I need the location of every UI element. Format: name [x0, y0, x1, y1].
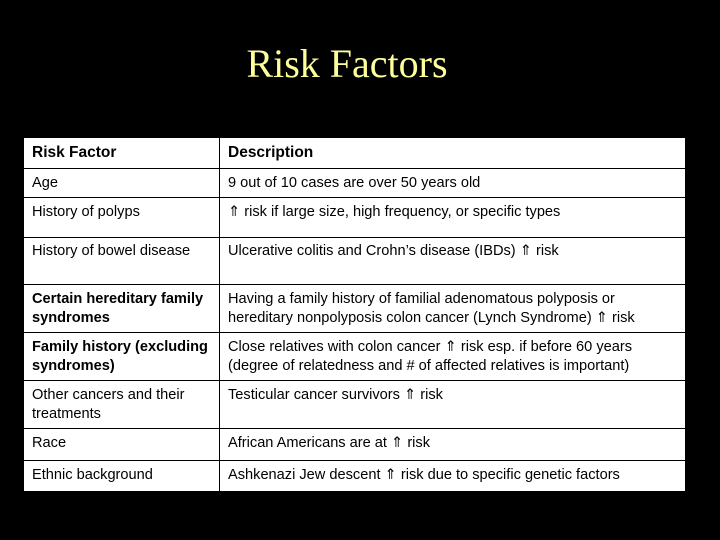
risk-factor-cell: Family history (excluding syndromes)	[24, 333, 220, 381]
header-risk-factor: Risk Factor	[24, 138, 220, 169]
risk-factor-cell: Other cancers and their treatments	[24, 381, 220, 429]
table-row	[24, 333, 686, 381]
table-row	[24, 238, 686, 285]
description-cell: Ulcerative colitis and Crohn’s disease (IBDs) ⇑ risk	[220, 238, 686, 285]
risk-factor-cell: Age	[24, 169, 220, 198]
table-row	[24, 198, 686, 238]
description-cell: Testicular cancer survivors ⇑ risk	[220, 381, 686, 429]
description-cell: ⇑ risk if large size, high frequency, or specific types	[220, 198, 686, 238]
header-description: Description	[220, 138, 686, 169]
risk-factor-cell: Ethnic background	[24, 461, 220, 492]
description-cell: Having a family history of familial adenomatous polyposis or hereditary nonpolyposis colon cancer (Lynch Syndrome) ⇑ risk	[220, 285, 686, 333]
description-cell: Ashkenazi Jew descent ⇑ risk due to specific genetic factors	[220, 461, 686, 492]
table-row	[24, 429, 686, 461]
table-row	[24, 285, 686, 333]
risk-factor-cell: History of bowel disease	[24, 238, 220, 285]
table-row	[24, 381, 686, 429]
slide-title: Risk Factors	[246, 41, 448, 86]
description-cell: Close relatives with colon cancer ⇑ risk esp. if before 60 years (degree of relatedness and # of affected relatives is important)	[220, 333, 686, 381]
risk-factor-cell: Certain hereditary family syndromes	[24, 285, 220, 333]
risk-factors-table	[23, 137, 686, 492]
table-header-row	[24, 138, 686, 169]
table-row	[24, 461, 686, 492]
table-row	[24, 169, 686, 198]
risk-factor-cell: Race	[24, 429, 220, 461]
description-cell: African Americans are at ⇑ risk	[220, 429, 686, 461]
risk-factor-cell: History of polyps	[24, 198, 220, 238]
description-cell: 9 out of 10 cases are over 50 years old	[220, 169, 686, 198]
risk-factors-table-container	[23, 137, 685, 487]
